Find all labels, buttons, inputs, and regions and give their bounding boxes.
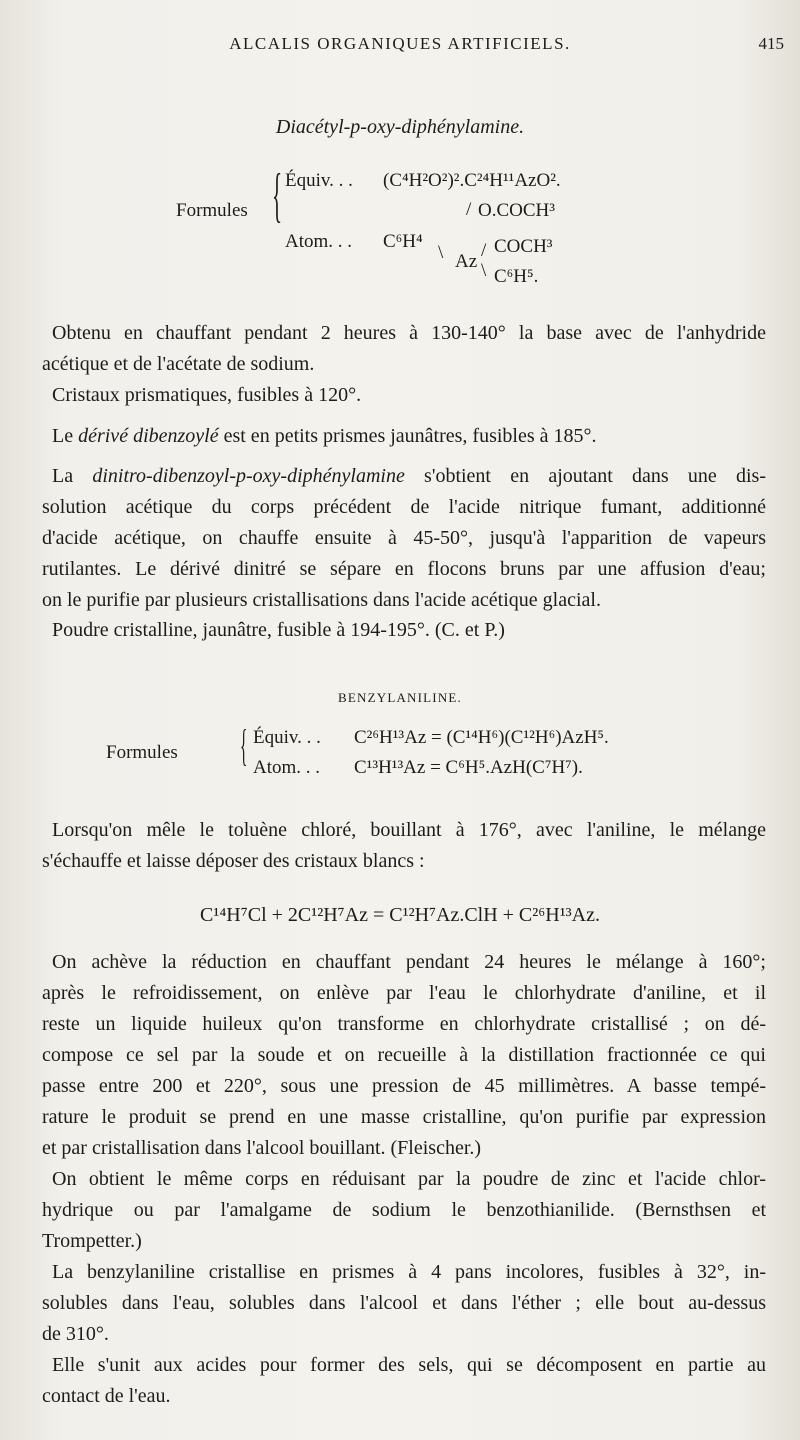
text-line: [42, 461, 766, 492]
text-line: Lorsqu'on mêle le toluène chloré, bouillant à 176°, avec l'aniline, le mélange: [52, 819, 766, 841]
atom-c6h5: C⁶H⁵.: [494, 266, 539, 287]
text-line: de 310°.: [42, 1323, 109, 1345]
text-line: après le refroidissement, on enlève par l'eau le chlorhydrate d'aniline, et il: [42, 982, 766, 1004]
page-header: [0, 34, 800, 58]
atom-az: Az: [455, 251, 478, 272]
text-line: Obtenu en chauffant pendant 2 heures à 130-140° la base avec de l'anhydride: [52, 322, 766, 344]
reaction-equation: C¹⁴H⁷Cl + 2C¹²H⁷Az = C¹²H⁷Az.ClH + C²⁶H¹³Az.: [200, 904, 600, 926]
bond-backslash-icon: \: [438, 242, 444, 263]
text-line: compose ce sel par la soude et on recueille à la distillation fractionnée ce qui: [42, 1044, 766, 1066]
formulas-label: Formules: [176, 200, 248, 221]
text-line: et par cristallisation dans l'alcool bouillant. (Fleischer.): [42, 1137, 482, 1159]
atom-ococh3: O.COCH³: [478, 200, 555, 221]
italic-term: dérivé dibenzoylé: [78, 425, 219, 447]
text-line: passe entre 200 et 220°, sous une pression de 45 millimètres. A basse tempé-: [42, 1075, 766, 1097]
text-line: Trompetter.): [42, 1230, 142, 1252]
equiv-label: Équiv. . .: [285, 170, 353, 191]
text-line: d'acide acétique, on chauffe ensuite à 45-50°, jusqu'à l'apparition de vapeurs: [42, 527, 766, 549]
paragraph-dibenzoyle: [42, 421, 766, 452]
text-line: Elle s'unit aux acides pour former des sels, qui se décomposent en partie au: [52, 1354, 766, 1376]
text-line: solubles dans l'eau, solubles dans l'alcool et dans l'éther ; elle bout au-dessus: [42, 1292, 766, 1314]
text-line: s'échauffe et laisse déposer des cristaux blancs :: [42, 850, 425, 872]
text-line: Poudre cristalline, jaunâtre, fusible à 194-195°. (C. et P.): [52, 619, 505, 641]
text-line: La benzylaniline cristallise en prismes à 4 pans incolores, fusibles à 32°, in-: [52, 1261, 766, 1283]
text-line: rutilantes. Le dérivé dinitré se sépare en flocons bruns par une affusion d'eau;: [42, 558, 766, 580]
text-line: [42, 421, 766, 452]
text-line: hydrique ou par l'amalgame de sodium le benzothianilide. (Bernsthsen et: [42, 1199, 766, 1221]
text-line: reste un liquide huileux qu'on transforme en chlorhydrate cristallisé ; on dé-: [42, 1013, 766, 1035]
text-line: on le purifie par plusieurs cristallisations dans l'acide acétique glacial.: [42, 589, 601, 611]
paragraph-dinitro: [42, 461, 766, 616]
paragraph-toluene: [42, 815, 766, 877]
text-span: s'obtient en ajoutant dans une dis-: [404, 465, 766, 487]
atom-c6h4: C⁶H⁴: [383, 231, 423, 252]
atom-label: Atom. . .: [253, 757, 321, 778]
running-head: ALCALIS ORGANIQUES ARTIFICIELS.: [229, 34, 571, 53]
bond-slash-icon: /: [481, 240, 487, 261]
bond-backslash-icon: \: [481, 260, 487, 281]
bond-slash-icon: /: [466, 199, 472, 220]
text-line: rature le produit se prend en une masse cristalline, qu'on purifie par expression: [42, 1106, 766, 1128]
paragraph-sels: [42, 1350, 766, 1412]
atom-formula: C¹³H¹³Az = C⁶H⁵.AzH(C⁷H⁷).: [354, 757, 583, 778]
section-heading: BENZYLANILINE.: [337, 690, 463, 705]
brace-icon: {: [272, 162, 283, 228]
brace-icon: {: [240, 721, 248, 770]
compound-title: Diacétyl-p-oxy-diphénylamine.: [275, 116, 525, 138]
text-span: Le: [52, 425, 79, 447]
equiv-formula: (C⁴H²O²)².C²⁴H¹¹AzO².: [383, 170, 561, 191]
italic-term: dinitro-dibenzoyl-p-oxy-diphénylamine: [92, 465, 405, 487]
atom-coch3: COCH³: [494, 236, 553, 257]
page-number: 415: [758, 34, 784, 53]
paragraph-poudre: [42, 615, 766, 646]
equiv-label: Équiv. . .: [253, 727, 321, 748]
text-span: est en petits prismes jaunâtres, fusibles à 185°.: [218, 425, 597, 447]
paragraph-zinc: [42, 1164, 766, 1257]
atom-label: Atom. . .: [285, 231, 353, 252]
text-span: La: [52, 465, 93, 487]
paragraph-cristallise: [42, 1257, 766, 1350]
paragraph-reduction: [42, 947, 766, 1164]
text-line: On obtient le même corps en réduisant par la poudre de zinc et l'acide chlor-: [52, 1168, 766, 1190]
text-line: acétique et de l'acétate de sodium.: [42, 353, 315, 375]
paragraph-cristaux: [42, 380, 766, 411]
text-line: contact de l'eau.: [42, 1385, 171, 1407]
formulas-label: Formules: [106, 742, 178, 763]
text-line: Cristaux prismatiques, fusibles à 120°.: [52, 384, 362, 406]
equiv-formula: C²⁶H¹³Az = (C¹⁴H⁶)(C¹²H⁶)AzH⁵.: [354, 727, 609, 748]
paragraph-obtention: [42, 318, 766, 380]
text-line: solution acétique du corps précédent de l'acide nitrique fumant, additionné: [42, 496, 766, 518]
text-line: On achève la réduction en chauffant pendant 24 heures le mélange à 160°;: [52, 951, 766, 973]
